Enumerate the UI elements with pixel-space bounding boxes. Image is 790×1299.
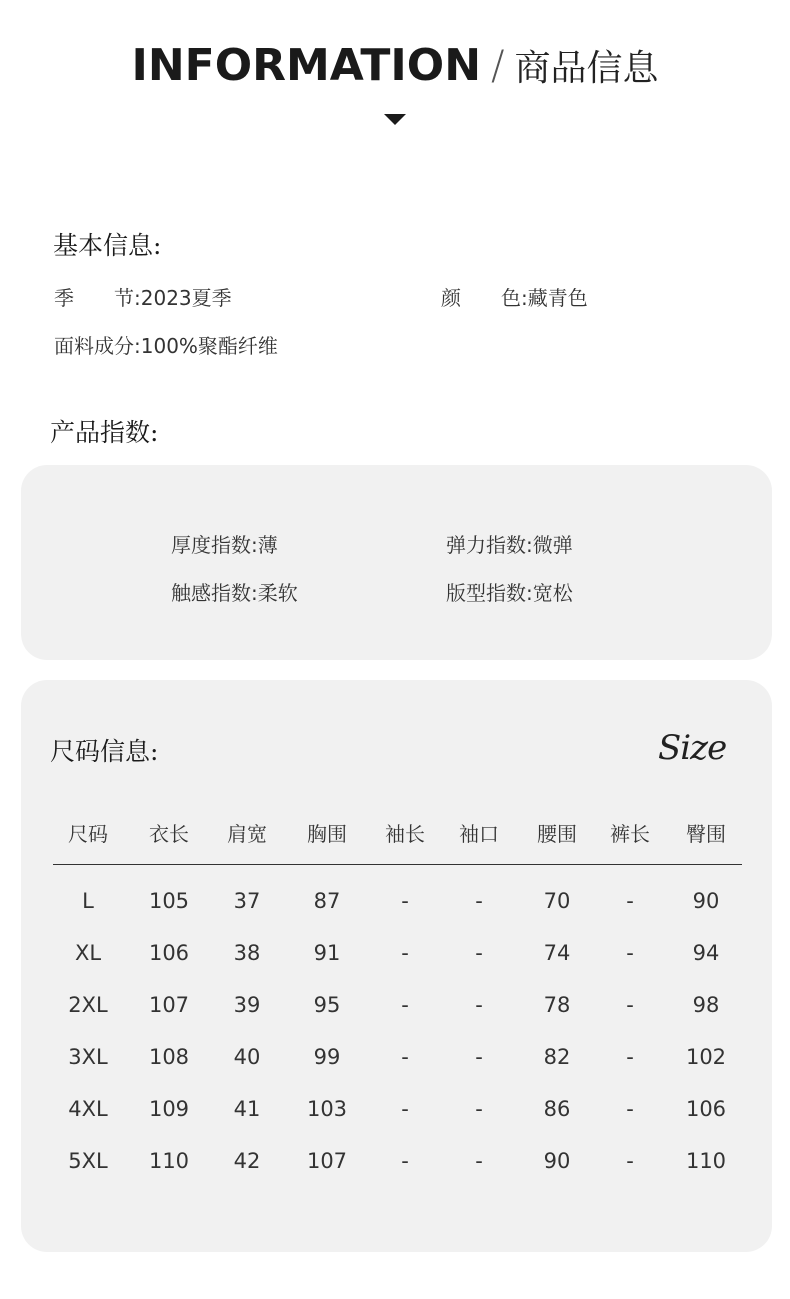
table-cell: 2XL xyxy=(68,993,108,1017)
size-table-header xyxy=(53,808,742,865)
table-cell: 39 xyxy=(233,993,261,1017)
table-cell: - xyxy=(401,1097,409,1121)
table-cell: 106 xyxy=(148,941,190,965)
column-header: 肩宽 xyxy=(227,822,267,846)
table-cell: L xyxy=(82,889,94,913)
size-logo: Size xyxy=(658,728,727,768)
table-cell: 98 xyxy=(692,993,720,1017)
fit-value: 宽松 xyxy=(532,581,573,605)
column-header: 臀围 xyxy=(686,822,726,846)
table-cell: - xyxy=(401,941,409,965)
table-row xyxy=(53,987,742,1039)
season-row xyxy=(54,282,232,311)
touch-value: 柔软 xyxy=(257,581,298,605)
column-header: 衣长 xyxy=(149,822,189,846)
column-header: 裤长 xyxy=(610,822,650,846)
column-header: 尺码 xyxy=(68,822,108,846)
table-cell: 78 xyxy=(543,993,571,1017)
elasticity-index xyxy=(446,529,573,558)
page-header xyxy=(0,40,790,91)
table-cell: - xyxy=(475,993,483,1017)
table-cell: 3XL xyxy=(68,1045,108,1069)
touch-index xyxy=(171,577,298,606)
table-cell: 105 xyxy=(148,889,190,913)
table-cell: 103 xyxy=(306,1097,348,1121)
header-title-cn: 商品信息 xyxy=(514,48,659,89)
table-cell: - xyxy=(475,1097,483,1121)
fabric-row xyxy=(54,330,278,359)
table-row xyxy=(53,1091,742,1143)
fabric-label: 面料成分: xyxy=(54,334,141,358)
table-cell: - xyxy=(401,889,409,913)
thickness-value: 薄 xyxy=(257,533,278,557)
table-cell: 107 xyxy=(148,993,190,1017)
column-header: 袖长 xyxy=(385,822,425,846)
table-row xyxy=(53,935,742,987)
table-cell: 86 xyxy=(543,1097,571,1121)
elasticity-label: 弹力指数: xyxy=(446,533,533,557)
color-value: 藏青色 xyxy=(527,286,588,310)
column-header: 腰围 xyxy=(537,822,577,846)
table-cell: 102 xyxy=(685,1045,727,1069)
table-cell: 94 xyxy=(692,941,720,965)
header-title-en: INFORMATION xyxy=(131,40,482,91)
table-row xyxy=(53,865,742,935)
table-cell: - xyxy=(626,1045,634,1069)
color-label: 颜 色: xyxy=(441,286,528,310)
thickness-label: 厚度指数: xyxy=(171,533,258,557)
table-cell: - xyxy=(626,941,634,965)
season-value: 2023夏季 xyxy=(140,286,232,310)
touch-label: 触感指数: xyxy=(171,581,258,605)
table-cell: 110 xyxy=(685,1149,727,1173)
thickness-index xyxy=(171,529,278,558)
table-cell: XL xyxy=(74,941,102,965)
table-cell: 42 xyxy=(233,1149,261,1173)
table-cell: 40 xyxy=(233,1045,261,1069)
table-cell: 110 xyxy=(148,1149,190,1173)
elasticity-value: 微弹 xyxy=(532,533,573,557)
table-row xyxy=(53,1143,742,1195)
table-cell: 99 xyxy=(313,1045,341,1069)
table-cell: - xyxy=(401,1149,409,1173)
table-cell: - xyxy=(626,993,634,1017)
table-cell: - xyxy=(626,1149,634,1173)
table-cell: - xyxy=(475,1045,483,1069)
table-cell: - xyxy=(475,941,483,965)
table-cell: 41 xyxy=(233,1097,261,1121)
table-row xyxy=(53,1039,742,1091)
fabric-value: 100%聚酯纤维 xyxy=(140,334,278,358)
table-cell: 90 xyxy=(692,889,720,913)
table-cell: 90 xyxy=(543,1149,571,1173)
size-info-title: 尺码信息: xyxy=(50,737,159,766)
down-triangle-icon xyxy=(384,114,406,125)
table-cell: 106 xyxy=(685,1097,727,1121)
basic-info-title: 基本信息: xyxy=(53,231,162,260)
product-index-title: 产品指数: xyxy=(50,418,159,447)
header-separator: / xyxy=(491,42,505,89)
table-cell: - xyxy=(401,1045,409,1069)
table-cell: - xyxy=(626,889,634,913)
fit-label: 版型指数: xyxy=(446,581,533,605)
table-cell: 5XL xyxy=(68,1149,108,1173)
fit-index xyxy=(446,577,573,606)
table-cell: 82 xyxy=(543,1045,571,1069)
table-cell: 74 xyxy=(543,941,571,965)
table-cell: - xyxy=(475,889,483,913)
table-cell: 70 xyxy=(543,889,571,913)
table-cell: 37 xyxy=(233,889,261,913)
season-label: 季 节: xyxy=(54,286,141,310)
table-cell: 87 xyxy=(313,889,341,913)
table-cell: 91 xyxy=(313,941,341,965)
table-cell: 38 xyxy=(233,941,261,965)
table-cell: 108 xyxy=(148,1045,190,1069)
table-cell: - xyxy=(626,1097,634,1121)
table-cell: 95 xyxy=(313,993,341,1017)
column-header: 胸围 xyxy=(307,822,347,846)
product-index-panel xyxy=(21,465,772,660)
table-cell: 4XL xyxy=(68,1097,108,1121)
table-cell: 107 xyxy=(306,1149,348,1173)
size-table xyxy=(53,808,742,1195)
color-row xyxy=(441,282,588,311)
table-cell: - xyxy=(475,1149,483,1173)
table-cell: - xyxy=(401,993,409,1017)
table-cell: 109 xyxy=(148,1097,190,1121)
column-header: 袖口 xyxy=(459,822,499,846)
